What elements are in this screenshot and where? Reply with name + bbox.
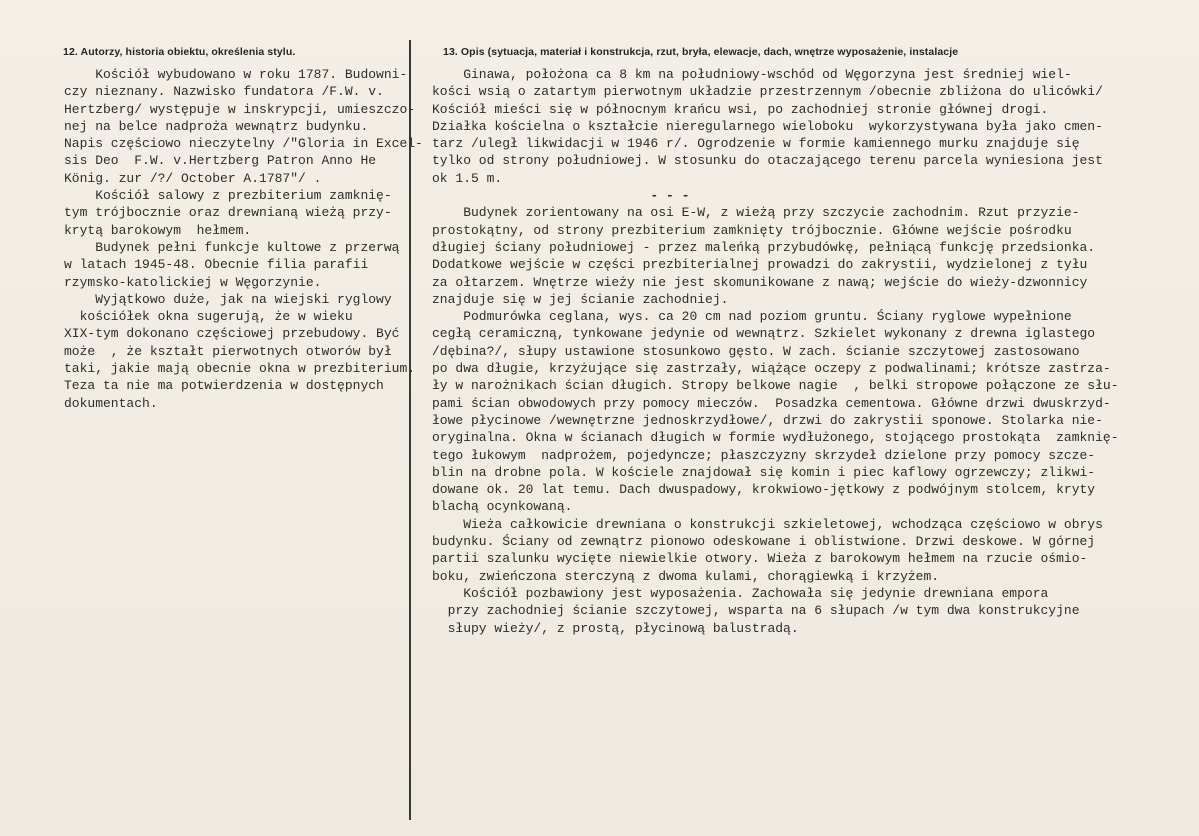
left-line: Budynek pełni funkcje kultowe z przerwą [64, 239, 400, 255]
right-line: po dwa długie, krzyżujące się zastrzały, wiążące oczepy z podwalinami; krótsze zastrza- [432, 361, 1111, 377]
right-line: długiej ściany południowej - przez maleńką przybudówkę, pełniącą funkcję przedsionka. [432, 239, 1096, 255]
section-12-text [64, 66, 423, 412]
right-line: boku, zwieńczona sterczyną z dwoma kulami, chorągiewką i krzyżem. [432, 568, 940, 584]
right-line: Dodatkowe wejście w części prezbiterialnej prowadzi do zakrystii, wydzielonej z tyłu [432, 257, 1088, 273]
right-line: Działka kościelna o kształcie nieregularnego wieloboku wykorzystywana była jako cmen- [432, 118, 1103, 134]
right-line: blin na drobne pola. W kościele znajdował się komin i piec kaflowy ogrzewczy; zlikwi- [432, 464, 1096, 480]
right-line: Kościół pozbawiony jest wyposażenia. Zachowała się jedynie drewniana empora [432, 585, 1049, 601]
right-line: dowane ok. 20 lat temu. Dach dwuspadowy, krokwiowo-jętkowy z podwójnym stolcem, kryty [432, 482, 1096, 498]
left-line: Teza ta nie ma potwierdzenia w dostępnych [64, 378, 384, 394]
left-line: tym trójbocznie oraz drewnianą wieżą przy- [64, 205, 392, 221]
left-line: Kościół wybudowano w roku 1787. Budowni- [64, 67, 408, 82]
right-line: Budynek zorientowany na osi E-W, z wieżą przy szczycie zachodnim. Rzut przyzie- [432, 205, 1080, 221]
section-12-header: 12. Autorzy, historia obiektu, określenia stylu. [63, 46, 296, 58]
left-line: Kościół salowy z prezbiterium zamknię- [64, 188, 392, 204]
right-line: kości wsią o zatartym pierwotnym układzie przestrzennym /obecnie zbliżona do ulicówki/ [432, 84, 1103, 100]
left-line: Hertzberg/ występuje w inskrypcji, umieszczo- [64, 101, 416, 117]
left-line: Wyjątkowo duże, jak na wiejski ryglowy [64, 291, 392, 307]
right-line: znajduje się w jej ścianie zachodniej. [432, 291, 729, 307]
left-line: XIX-tym dokonano częściowej przebudowy. Być [64, 326, 400, 342]
right-line: partii szalunku wycięte niewielkie otwory. Wieża z barokowym hełmem na rzucie ośmio- [432, 551, 1088, 567]
section-13-header: 13. Opis (sytuacja, materiał i konstrukcja, rzut, bryła, elewacje, dach, wnętrze wyposażenie, instalacje [443, 46, 959, 58]
section-13-text [432, 66, 1119, 637]
left-line: kościółek okna sugerują, że w wieku [64, 309, 353, 325]
right-line: przy zachodniej ścianie szczytowej, wsparta na 6 słupach /w tym dwa konstrukcyjne [432, 603, 1080, 619]
left-line: krytą barokowym hełmem. [64, 222, 252, 238]
right-line: prostokątny, od strony prezbiterium zamknięty trójbocznie. Główne wejście pośrodku [432, 222, 1072, 238]
right-line: cegłą ceramiczną, tynkowane jedynie od wewnątrz. Szkielet wykonany z drewna iglastego [432, 326, 1096, 342]
left-line: dokumentach. [64, 395, 158, 411]
right-line: łowe płycinowe /wewnętrzne jednoskrzydłowe/, drzwi do zakrystii sponowe. Stolarka nie- [432, 412, 1103, 428]
right-line: Kościół mieści się w północnym krańcu wsi, po zachodniej stronie głównej drogi. [432, 101, 1049, 117]
right-line: Podmurówka ceglana, wys. ca 20 cm nad poziom gruntu. Ściany ryglowe wypełnione [432, 309, 1072, 325]
right-line: Ginawa, położona ca 8 km na południowy-wschód od Węgorzyna jest średniej wiel- [432, 67, 1072, 82]
right-line: /dębina?/, słupy ustawione stosunkowo gęsto. W zach. ścianie szczytowej zastosowano [432, 343, 1080, 359]
left-line: König. zur /?/ October A.1787"/ . [64, 170, 322, 186]
left-line: w latach 1945-48. Obecnie filia parafii [64, 257, 369, 273]
right-line: tylko od strony południowej. W stosunku do otaczającego terenu parcela wyniesiona jest [432, 153, 1103, 169]
right-line: słupy wieży/, z prostą, płycinową balustradą. [432, 620, 799, 636]
right-line: ok 1.5 m. [432, 170, 503, 186]
right-line: oryginalna. Okna w ścianach długich w formie wydłużonego, stojącego prostokąta zamknię- [432, 430, 1119, 446]
left-line: rzymsko-katolickiej w Węgorzynie. [64, 274, 322, 290]
right-line: tarz /uległ likwidacji w 1946 r/. Ogrodzenie w formie kamiennego murku znajduje się [432, 136, 1080, 152]
left-line: może , że kształt pierwotnych otworów był [64, 343, 392, 359]
left-line: Napis częściowo nieczytelny /"Gloria in Excel- [64, 136, 423, 152]
right-line: budynku. Ściany od zewnątrz pionowo odeskowane i oblistwione. Drzwi deskowe. W górnej [432, 534, 1096, 550]
right-line: pami ścian obwodowych przy pomocy mieczów. Posadzka cementowa. Główne drzwi dwuskrzyd- [432, 395, 1111, 411]
right-line: za ołtarzem. Wnętrze wieży nie jest skomunikowane z nawą; wejście do wieży-dzwonnicy [432, 274, 1088, 290]
right-line: blachą ocynkowaną. [432, 499, 573, 515]
left-line: nej na belce nadproża wewnątrz budynku. [64, 118, 369, 134]
right-line: Wieża całkowicie drewniana o konstrukcji szkieletowej, wchodząca częściowo w obrys [432, 516, 1103, 532]
paragraph-separator: - - - [432, 188, 690, 204]
right-line: tego łukowym nadprożem, pojedyncze; płaszczyzny skrzydeł dzielone przy pomocy szcze- [432, 447, 1096, 463]
right-line: ły w narożnikach ścian długich. Stropy belkowe nagie , belki stropowe połączone ze słu- [432, 378, 1119, 394]
left-line: czy nieznany. Nazwisko fundatora /F.W. v. [64, 84, 384, 100]
left-line: sis Deo F.W. v.Hertzberg Patron Anno He [64, 153, 377, 169]
left-line: taki, jakie mają obecnie okna w prezbiterium. [64, 361, 416, 377]
